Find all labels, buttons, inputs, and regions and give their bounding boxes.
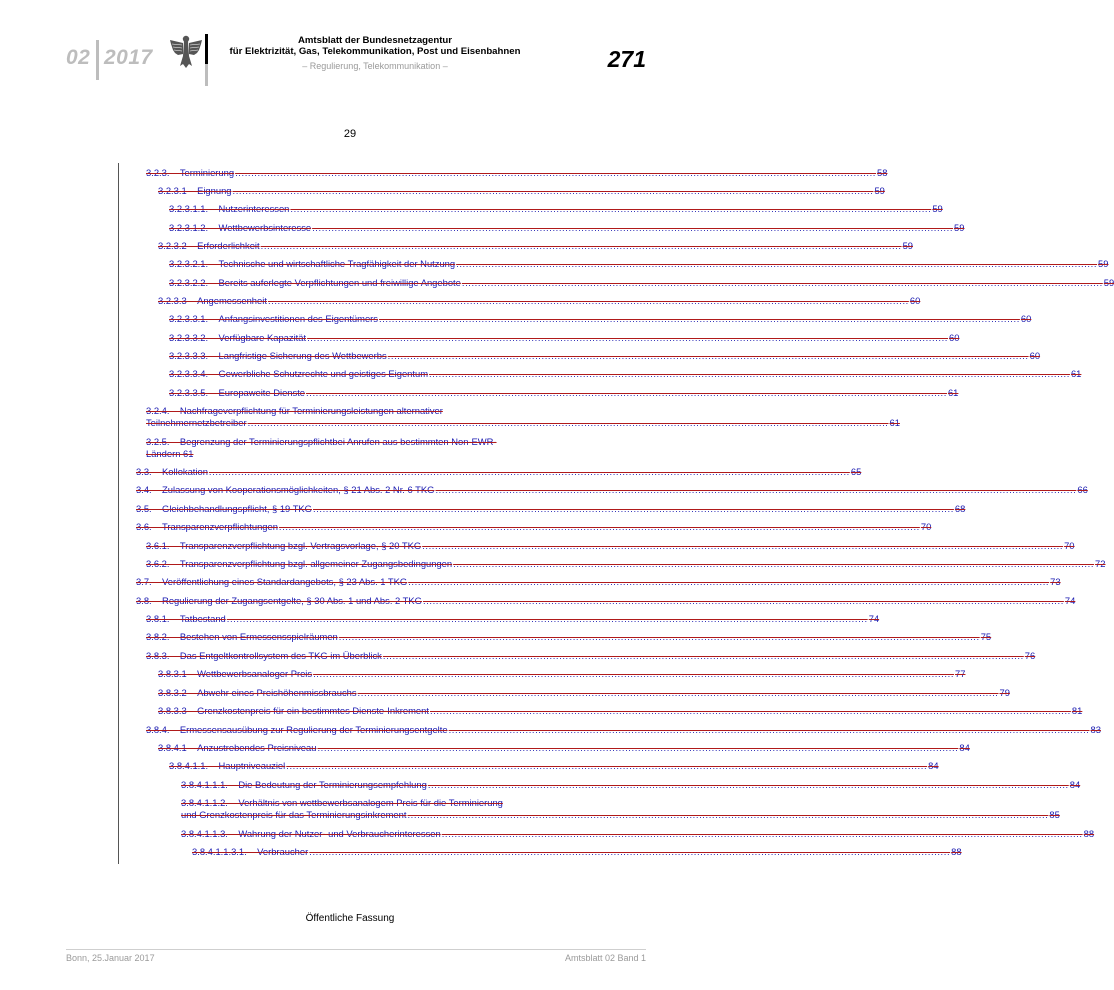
toc-entry-page: 59 [1103, 277, 1114, 288]
toc-leader: ........................................................................................................................................................................................................ [286, 760, 928, 771]
toc-entry-page: 70 [920, 521, 932, 532]
toc-entry[interactable] [146, 167, 888, 179]
toc-entry-page: 58 [877, 167, 888, 178]
toc-entry-title: 3.2.3.3.3. Langfristige Sicherung des Wettbewerbs [169, 350, 387, 361]
toc-leader: ........................................................................................................................................................................................................ [247, 417, 889, 428]
toc-entry-title: 3.8.3.2 Abwehr eines Preishöhenmissbrauchs [158, 687, 357, 698]
toc-leader: ........................................................................................................................................................................................................ [407, 809, 1049, 820]
toc-entry-title: 3.8.2. Bestehen von Ermessensspielräumen [146, 631, 338, 642]
toc-entry[interactable] [146, 558, 1106, 570]
issue-divider [96, 40, 99, 80]
toc-entry-page: 83 [1090, 724, 1101, 735]
issue-number: 02 [66, 46, 91, 69]
toc-entry-title: 3.8.4. Ermessensausübung zur Regulierung der Terminierungsentgelte [146, 724, 448, 735]
toc-entry-title: 3.8. Regulierung der Zugangsentgelte, § 30 Abs. 1 und Abs. 2 TKG [136, 595, 422, 606]
toc-entry[interactable] [181, 828, 1095, 840]
toc-entry-title: 3.2.3.3.4. Gewerbliche Schutzrechte und geistiges Eigentum [169, 368, 429, 379]
toc-entry[interactable] [158, 705, 1083, 717]
toc-entry[interactable] [136, 503, 966, 515]
toc-leader: ........................................................................................................................................................................................................ [312, 222, 954, 233]
toc-entry-title: 3.8.4.1 Anzustrebendes Preisniveau [158, 742, 317, 753]
toc-entry-title: 3.2.5. Begrenzung der Terminierungspflichtbei Anrufen aus bestimmten Non-EWR- [146, 436, 497, 447]
toc-entry-title: 3.2.3.3 Angemessenheit [158, 295, 267, 306]
toc-leader: ........................................................................................................................................................................................................ [260, 240, 902, 251]
toc-leader: ........................................................................................................................................................................................................ [422, 595, 1064, 606]
toc-entry[interactable] [158, 687, 1010, 699]
toc-entry[interactable] [146, 613, 880, 625]
toc-entry-title: 3.8.4.1.1.2. Verhältnis von wettbewerbsanalogem Preis für die Terminierung [181, 797, 503, 808]
toc-entry-title: 3.8.4.1.1.1. Die Bedeutung der Terminierungsempfehlung [181, 779, 427, 790]
federal-eagle-icon [168, 32, 204, 72]
toc-leader: ........................................................................................................................................................................................................ [307, 332, 949, 343]
toc-entry-title: 3.4. Zulassung von Kooperationsmöglichkeiten, § 21 Abs. 2 Nr. 6 TKG [136, 484, 435, 495]
toc-entry-title: 3.6.2. Transparenzverpflichtung bzgl. allgemeiner Zugangsbedingungen [146, 558, 453, 569]
toc-entry-page: 88 [951, 846, 962, 857]
toc-entry[interactable] [169, 222, 965, 234]
toc-leader: ........................................................................................................................................................................................................ [387, 350, 1029, 361]
toc-entry-page: 60 [909, 295, 921, 306]
toc-leader: ........................................................................................................................................................................................................ [382, 650, 1024, 661]
toc-entry[interactable] [136, 595, 1076, 607]
toc-entry-page: 84 [928, 760, 939, 771]
toc-entry-page: 75 [980, 631, 992, 642]
toc-entry[interactable] [136, 466, 862, 478]
toc-entry-title: 3.2.3.2 Erforderlichkeit [158, 240, 260, 251]
toc-entry-page: 73 [1050, 576, 1061, 587]
toc-entry[interactable] [146, 540, 1075, 552]
toc-leader: ........................................................................................................................................................................................................ [290, 203, 932, 214]
toc-entry[interactable] [169, 760, 939, 772]
issue-year: 2017 [104, 46, 153, 69]
toc-entry[interactable] [136, 576, 1061, 588]
change-bar [118, 163, 119, 864]
page-number: 271 [607, 46, 646, 72]
footer-rule [66, 949, 646, 950]
toc-entry-page: 66 [1077, 484, 1088, 495]
toc-entry-page: 59 [902, 240, 913, 251]
toc-entry-title-cont: Teilnehmernetzbetreiber [146, 417, 247, 428]
toc-entry-title: 3.2.4. Nachfrageverpflichtung für Terminierungsleistungen alternativer [146, 405, 443, 416]
footer-right-text: Amtsblatt 02 Band 1 [564, 953, 646, 963]
toc-leader: ........................................................................................................................................................................................................ [226, 613, 868, 624]
toc-entry-page: 79 [999, 687, 1010, 698]
toc-entry-title: 3.2.3.3.2. Verfügbare Kapazität [169, 332, 307, 343]
toc-entry-title: 3.8.4.1.1.3. Wahrung der Nutzer- und Verbraucherinteressen [181, 828, 441, 839]
toc-entry-page: 60 [1020, 313, 1032, 324]
toc-entry-title: 3.2.3.2.1. Technische und wirtschaftliche Tragfähigkeit der Nutzung [169, 258, 456, 269]
toc-entry[interactable] [169, 332, 960, 344]
toc-entry-page: 60 [1029, 350, 1041, 361]
toc-entry-title: 3.2.3.1 Eignung [158, 185, 232, 196]
toc-leader: ........................................................................................................................................................................................................ [317, 742, 959, 753]
header-title-line2: für Elektrizität, Gas, Telekommunikation, Post und Eisenbahnen [229, 46, 521, 57]
toc-entry[interactable] [146, 631, 992, 643]
header-divider-accent [205, 34, 208, 64]
toc-leader: ........................................................................................................................................................................................................ [278, 521, 920, 532]
toc-entry-page: 76 [1024, 650, 1036, 661]
toc-leader: ........................................................................................................................................................................................................ [429, 705, 1071, 716]
toc-entry-title: 3.2.3.1.1. Nutzerinteressen [169, 203, 290, 214]
toc-leader: ........................................................................................................................................................................................................ [441, 828, 1083, 839]
toc-entry[interactable] [136, 521, 932, 533]
toc-leader: ........................................................................................................................................................................................................ [427, 779, 1069, 790]
footer-center-text: Öffentliche Fassung [305, 913, 395, 924]
toc-entry-title: 3.8.3.3 Grenzkostenpreis für ein bestimmtes Dienste-Inkrement [158, 705, 429, 716]
toc-entry-title: 3.8.3.1 Wettbewerbsanaloger Preis [158, 668, 313, 679]
toc-entry-page: 59 [1098, 258, 1109, 269]
toc-leader: ........................................................................................................................................................................................................ [408, 576, 1050, 587]
toc-entry[interactable] [192, 846, 962, 858]
toc-entry-page: 84 [959, 742, 970, 753]
toc-leader: ........................................................................................................................................................................................................ [453, 558, 1095, 569]
footer-left-text: Bonn, 25.Januar 2017 [66, 953, 155, 963]
toc-entry[interactable] [146, 650, 1036, 662]
toc-leader: ........................................................................................................................................................................................................ [232, 185, 874, 196]
toc-leader: ........................................................................................................................................................................................................ [448, 724, 1090, 735]
toc-leader: ........................................................................................................................................................................................................ [306, 387, 947, 398]
toc-entry[interactable] [146, 405, 900, 429]
toc-leader: ........................................................................................................................................................................................................ [338, 631, 980, 642]
toc-leader: ........................................................................................................................................................................................................ [357, 687, 999, 698]
toc-entry-title: 3.3. Kollokation [136, 466, 208, 477]
toc-entry[interactable] [169, 368, 1082, 380]
toc-entry-page: 81 [1071, 705, 1083, 716]
toc-entry[interactable] [146, 724, 1101, 736]
toc-entry[interactable] [169, 258, 1109, 270]
toc-leader: ........................................................................................................................................................................................................ [461, 277, 1103, 288]
toc-entry[interactable] [136, 484, 1088, 496]
toc-entry-title: 3.6.1. Transparenzverpflichtung bzgl. Vertragsvorlage, § 20 TKG [146, 540, 422, 551]
toc-entry-title: 3.8.4.1.1.3.1. Verbraucher [192, 846, 309, 857]
toc-entry-page: 61 [889, 417, 900, 428]
toc-entry[interactable] [158, 668, 966, 680]
toc-leader: ........................................................................................................................................................................................................ [456, 258, 1098, 269]
toc-leader: ........................................................................................................................................................................................................ [429, 368, 1070, 379]
toc-entry-page: 77 [955, 668, 966, 679]
toc-entry-title: 3.2.3.3.5. Europaweite Dienste [169, 387, 306, 398]
toc-leader: ........................................................................................................................................................................................................ [267, 295, 909, 306]
toc-leader: ........................................................................................................................................................................................................ [312, 503, 954, 514]
toc-entry-page: 88 [1083, 828, 1095, 839]
toc-entry-page: 72 [1095, 558, 1106, 569]
toc-entry[interactable] [158, 240, 913, 252]
toc-entry[interactable] [158, 185, 885, 197]
toc-leader: ........................................................................................................................................................................................................ [235, 167, 877, 178]
toc-entry-title: 3.7. Veröffentlichung eines Standardangebots, § 23 Abs. 1 TKG [136, 576, 408, 587]
toc-entry-title: 3.2.3.1.2. Wettbewerbsinteresse [169, 222, 312, 233]
toc-entry-page: 85 [1049, 809, 1060, 820]
header-title-line1: Amtsblatt der Bundesnetzagentur [297, 35, 453, 46]
toc-entry-title: 3.8.4.1.1. Hauptniveauziel [169, 760, 286, 771]
toc-entry-page: 70 [1064, 540, 1075, 551]
toc-entry[interactable] [169, 387, 959, 399]
toc-entry[interactable] [181, 797, 1060, 821]
toc-entry[interactable] [169, 350, 1041, 362]
toc-entry-page: 74 [1064, 595, 1076, 606]
toc-entry-page: 65 [850, 466, 862, 477]
toc-entry[interactable] [169, 203, 943, 215]
toc-entry-page: 59 [874, 185, 885, 196]
toc-entry-page: 84 [1069, 779, 1081, 790]
toc-entry-title: 3.2.3. Terminierung [146, 167, 235, 178]
header-subtitle: – Regulierung, Telekommunikation – [302, 61, 448, 71]
toc-leader: ........................................................................................................................................................................................................ [378, 313, 1020, 324]
toc-entry-page: 59 [954, 222, 965, 233]
toc-entry[interactable] [158, 295, 921, 307]
toc-entry-page: 68 [954, 503, 966, 514]
toc-entry[interactable] [169, 277, 1114, 289]
toc-leader: ........................................................................................................................................................................................................ [422, 540, 1064, 551]
toc-entry[interactable] [146, 436, 573, 460]
toc-leader: ........................................................................................................................................................................................................ [313, 668, 955, 679]
toc-entry-title: 3.5. Gleichbehandlungspflicht, § 19 TKG [136, 503, 312, 514]
toc-entry-page: 74 [868, 613, 880, 624]
toc-entry-title-cont: und Grenzkostenpreis für das Terminierungsinkrement [181, 809, 407, 820]
toc-leader: ........................................................................................................................................................................................................ [208, 466, 850, 477]
document-page-number: 29 [343, 128, 357, 140]
toc-entry-title: 3.8.3. Das Entgeltkontrollsystem des TKG im Überblick [146, 650, 382, 661]
toc-entry-page: 60 [949, 332, 960, 343]
toc-entry-title: 3.8.1. Tatbestand [146, 613, 226, 624]
toc-entry[interactable] [158, 742, 970, 754]
toc-entry-title: 3.2.3.3.1. Anfangsinvestitionen des Eigentümers [169, 313, 378, 324]
toc-entry[interactable] [169, 313, 1032, 325]
toc-entry-page: 59 [932, 203, 943, 214]
toc-entry-title-cont: Ländern 61 [146, 448, 194, 459]
toc-entry-title: 3.2.3.2.2. Bereits auferlegte Verpflichtungen und freiwillige Angebote [169, 277, 461, 288]
toc-entry-page: 61 [947, 387, 959, 398]
toc-entry-page: 61 [1070, 368, 1082, 379]
toc-leader: ........................................................................................................................................................................................................ [435, 484, 1077, 495]
toc-entry-title: 3.6. Transparenzverpflichtungen [136, 521, 278, 532]
toc-leader: ........................................................................................................................................................................................................ [309, 846, 951, 857]
toc-entry[interactable] [181, 779, 1081, 791]
